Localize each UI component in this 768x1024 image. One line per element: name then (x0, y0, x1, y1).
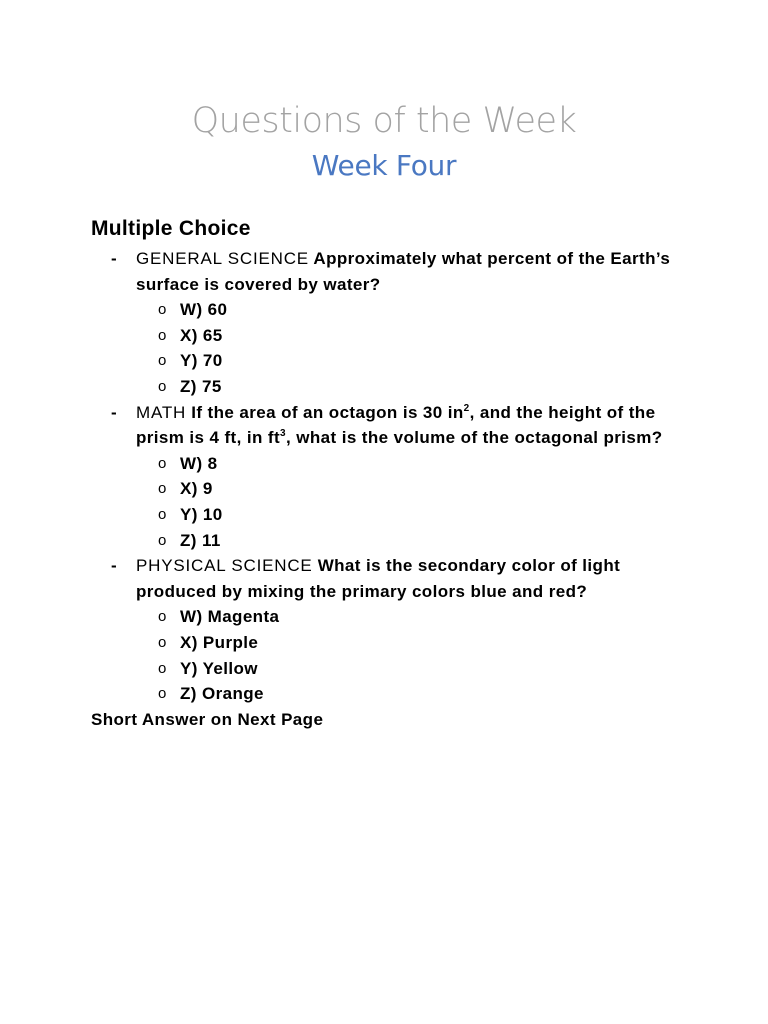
document-body (91, 214, 691, 733)
circle-bullet: o (158, 505, 167, 523)
answer-option (91, 348, 691, 374)
answer-option-label: X) 65 (180, 325, 223, 345)
question-item (91, 553, 691, 604)
circle-bullet: o (158, 633, 167, 651)
question-text (136, 403, 663, 448)
question-body-part: , what is the volume of the octagonal prism? (286, 428, 663, 448)
answer-option (91, 604, 691, 630)
answer-option (91, 476, 691, 502)
superscript: 3 (280, 428, 286, 440)
circle-bullet: o (158, 301, 167, 319)
answer-option (91, 656, 691, 682)
question-text (136, 249, 670, 294)
question-body: Approximately what percent of the Earth’s surface is covered by water? (136, 249, 671, 294)
circle-bullet: o (158, 352, 167, 370)
question-body-part: , and the height of the prism is 4 ft, in ft (136, 402, 656, 448)
answer-option-label: X) 9 (180, 479, 213, 499)
answer-option (91, 630, 691, 656)
answer-option (91, 681, 691, 707)
answer-option-label: W) Magenta (180, 607, 280, 627)
answer-option-label: Y) 70 (180, 351, 223, 371)
circle-bullet: o (158, 326, 167, 344)
answer-option (91, 374, 691, 400)
page-subtitle: Week Four (311, 149, 457, 182)
circle-bullet: o (158, 480, 167, 498)
answer-option-label: Z) 75 (180, 376, 222, 396)
dash-bullet: - (111, 402, 118, 422)
question-body-part: If the area of an octagon is 30 in (191, 402, 464, 422)
answer-option (91, 323, 691, 349)
answer-option-label: Y) Yellow (180, 658, 258, 678)
circle-bullet: o (158, 608, 167, 626)
question-body: What is the secondary color of light produced by mixing the primary colors blue and red? (136, 556, 621, 601)
question-category: PHYSICAL SCIENCE (136, 556, 313, 576)
dash-bullet: - (111, 556, 118, 576)
answer-option (91, 451, 691, 477)
question-item (91, 400, 691, 451)
question-category: MATH (136, 402, 187, 422)
question-item (91, 246, 691, 297)
circle-bullet: o (158, 659, 167, 677)
circle-bullet: o (158, 685, 167, 703)
question-text (136, 556, 620, 601)
circle-bullet: o (158, 531, 167, 549)
answer-option-label: W) 8 (180, 453, 218, 473)
circle-bullet: o (158, 454, 167, 472)
answer-options (91, 297, 691, 399)
answer-option (91, 502, 691, 528)
dash-bullet: - (111, 249, 118, 268)
footer-note: Short Answer on Next Page (91, 709, 324, 729)
answer-option-label: X) Purple (180, 632, 259, 652)
answer-option-label: Z) Orange (180, 684, 264, 704)
answer-options (91, 451, 691, 553)
section-heading: Multiple Choice (91, 217, 251, 240)
question-category: GENERAL SCIENCE (136, 249, 309, 268)
superscript: 2 (463, 402, 470, 414)
circle-bullet: o (158, 377, 167, 395)
answer-option-label: Z) 11 (180, 530, 221, 550)
answer-option-label: W) 60 (180, 300, 228, 320)
answer-option-label: Y) 10 (180, 504, 223, 524)
answer-option (91, 528, 691, 554)
answer-options (91, 604, 691, 706)
answer-option (91, 297, 691, 323)
page-title: Questions of the Week (191, 101, 577, 141)
